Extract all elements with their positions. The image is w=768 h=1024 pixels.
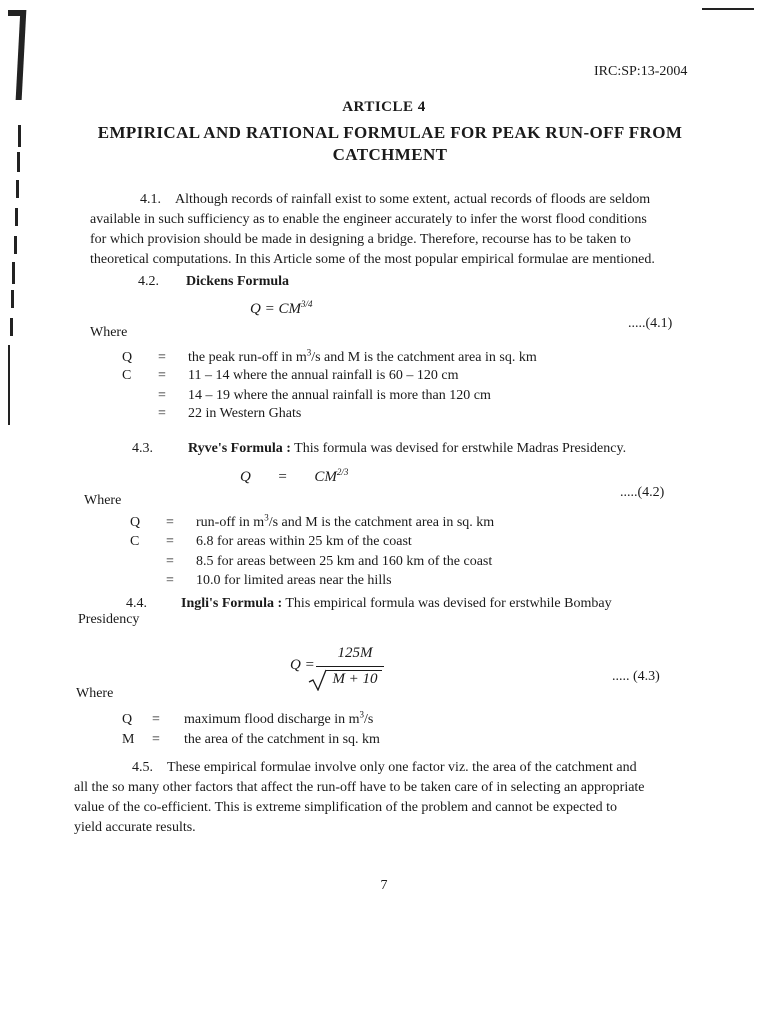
equation-number: ..... (4.3) bbox=[612, 669, 660, 684]
definition-equals: = bbox=[158, 388, 166, 403]
definition-equals: = bbox=[158, 406, 166, 421]
equation-body: Q = CM bbox=[250, 301, 301, 317]
definition-text-tail: /s bbox=[364, 712, 374, 727]
definition-equals: = bbox=[158, 350, 166, 365]
definition-symbol: Q bbox=[122, 712, 133, 727]
section-heading-4-4 bbox=[126, 596, 612, 612]
definition-equals: = bbox=[166, 573, 174, 588]
definition-text: 10.0 for limited areas near the hills bbox=[196, 573, 392, 588]
scan-edge-line bbox=[702, 8, 754, 10]
scan-binding-mark bbox=[16, 180, 19, 198]
definition-row bbox=[130, 573, 392, 589]
definition-row bbox=[122, 388, 491, 404]
scan-binding-mark bbox=[16, 10, 27, 100]
definition-text: 11 – 14 where the annual rainfall is 60 – 120 cm bbox=[188, 368, 459, 383]
section-title: Ryve's Formula : bbox=[188, 441, 291, 456]
definition-text: the peak run-off in m bbox=[188, 350, 307, 365]
definition-equals: = bbox=[166, 534, 174, 549]
definition-equals: = bbox=[152, 732, 160, 747]
equation-number: .....(4.1) bbox=[628, 316, 673, 331]
equation-lhs: Q = bbox=[290, 657, 315, 673]
definition-row bbox=[122, 709, 374, 728]
article-title: EMPIRICAL AND RATIONAL FORMULAE FOR PEAK RUN-OFF FROM CATCHMENT bbox=[97, 123, 683, 164]
definition-text: 14 – 19 where the annual rainfall is more than 120 cm bbox=[188, 388, 491, 403]
document-code: IRC:SP:13-2004 bbox=[594, 64, 688, 79]
definition-text-tail: /s and M is the catchment area in sq. km bbox=[311, 350, 537, 365]
definition-text: 8.5 for areas between 25 km and 160 km of the coast bbox=[196, 554, 493, 569]
definition-text: run-off in m bbox=[196, 515, 265, 530]
article-label: ARTICLE 4 bbox=[342, 99, 426, 115]
definition-row bbox=[122, 406, 301, 422]
section-title: Dickens Formula bbox=[186, 274, 290, 289]
definition-sup: 3 bbox=[264, 512, 269, 523]
paragraph-line: theoretical computations. In this Article some of the most popular empirical formulae are mentioned. bbox=[90, 252, 655, 267]
definition-row bbox=[122, 368, 458, 384]
paragraph-line bbox=[74, 758, 662, 778]
equation-number: .....(4.2) bbox=[620, 485, 665, 500]
scan-binding-mark bbox=[10, 318, 13, 336]
paragraph-continuation: Presidency bbox=[78, 612, 140, 627]
paragraph-text: Although records of rainfall exist to some extent, actual records of floods are seldom bbox=[175, 192, 651, 207]
definition-equals: = bbox=[166, 515, 174, 530]
definition-symbol: Q bbox=[130, 515, 141, 530]
definition-equals: = bbox=[152, 712, 160, 727]
section-number: 4.2. bbox=[138, 274, 159, 289]
definition-text: the area of the catchment in sq. km bbox=[184, 732, 380, 747]
definition-symbol: M bbox=[122, 732, 135, 747]
equation-exponent: 2/3 bbox=[336, 467, 349, 477]
equation-exponent: 3/4 bbox=[300, 299, 313, 309]
section-title-text: This formula was devised for erstwhile Madras Presidency. bbox=[290, 441, 627, 456]
paragraph-line: yield accurate results. bbox=[74, 820, 196, 835]
section-number: 4.1. bbox=[140, 192, 161, 207]
where-label: Where bbox=[84, 493, 122, 508]
definition-symbol: Q bbox=[122, 350, 133, 365]
equation-sign: = bbox=[278, 469, 287, 485]
paragraph-line: all the so many other factors that affect the run-off have to be taken care of in selecting an appropriate bbox=[74, 780, 645, 795]
fraction-numerator: 125M bbox=[337, 645, 373, 661]
paragraph-4-1 bbox=[90, 190, 682, 270]
paragraph-line: for which provision should be made in designing a bridge. Therefore, recourse has to be taken to bbox=[90, 232, 631, 247]
scan-binding-mark bbox=[14, 236, 17, 254]
section-heading-4-2 bbox=[138, 274, 289, 290]
paragraph-text: These empirical formulae involve only one factor viz. the area of the catchment and bbox=[167, 760, 637, 775]
sqrt-icon bbox=[308, 669, 328, 696]
definition-row bbox=[130, 512, 495, 531]
definition-equals: = bbox=[166, 554, 174, 569]
scan-binding-mark bbox=[17, 152, 20, 172]
paragraph-4-5 bbox=[74, 758, 662, 838]
paragraph-line bbox=[90, 190, 682, 210]
scan-binding-mark bbox=[12, 262, 15, 284]
equation-4-2 bbox=[240, 469, 348, 486]
paragraph-line: available in such sufficiency as to enable the engineer accurately to infer the worst flood conditions bbox=[90, 212, 647, 227]
definition-symbol: C bbox=[130, 534, 140, 549]
section-number: 4.4. bbox=[126, 596, 147, 611]
paragraph-line: value of the co-efficient. This is extreme simplification of the problem and cannot be expected to bbox=[74, 800, 617, 815]
page-number: 7 bbox=[380, 878, 388, 893]
fraction-bar bbox=[316, 666, 384, 667]
section-heading-4-3 bbox=[132, 441, 626, 457]
definition-row bbox=[130, 554, 492, 570]
definition-row bbox=[130, 534, 412, 550]
definition-symbol: C bbox=[122, 368, 132, 383]
scan-binding-mark bbox=[18, 125, 21, 147]
scan-binding-mark bbox=[11, 290, 14, 308]
definition-row bbox=[122, 732, 380, 748]
definition-sup: 3 bbox=[359, 709, 364, 720]
equation-rhs: CM bbox=[314, 469, 337, 485]
definition-equals: = bbox=[158, 368, 166, 383]
fraction-denominator: M + 10 bbox=[332, 671, 378, 687]
definition-text: 6.8 for areas within 25 km of the coast bbox=[196, 534, 412, 549]
section-number: 4.3. bbox=[132, 441, 153, 456]
definition-text: maximum flood discharge in m bbox=[184, 712, 360, 727]
section-title-text: This empirical formula was devised for erstwhile Bombay bbox=[282, 596, 612, 611]
scan-binding-mark bbox=[15, 208, 18, 226]
equation-4-1 bbox=[250, 301, 312, 318]
where-label: Where bbox=[90, 325, 128, 340]
section-number: 4.5. bbox=[132, 760, 153, 775]
where-label: Where bbox=[76, 686, 114, 701]
definition-sup: 3 bbox=[306, 347, 312, 358]
equation-lhs: Q bbox=[240, 469, 251, 485]
scan-binding-mark bbox=[8, 10, 24, 16]
definition-row bbox=[122, 347, 537, 366]
scan-binding-mark bbox=[8, 345, 10, 425]
section-title: Ingli's Formula : bbox=[181, 596, 283, 611]
definition-text: 22 in Western Ghats bbox=[188, 406, 302, 421]
definition-text-tail: /s and M is the catchment area in sq. km bbox=[268, 515, 495, 530]
